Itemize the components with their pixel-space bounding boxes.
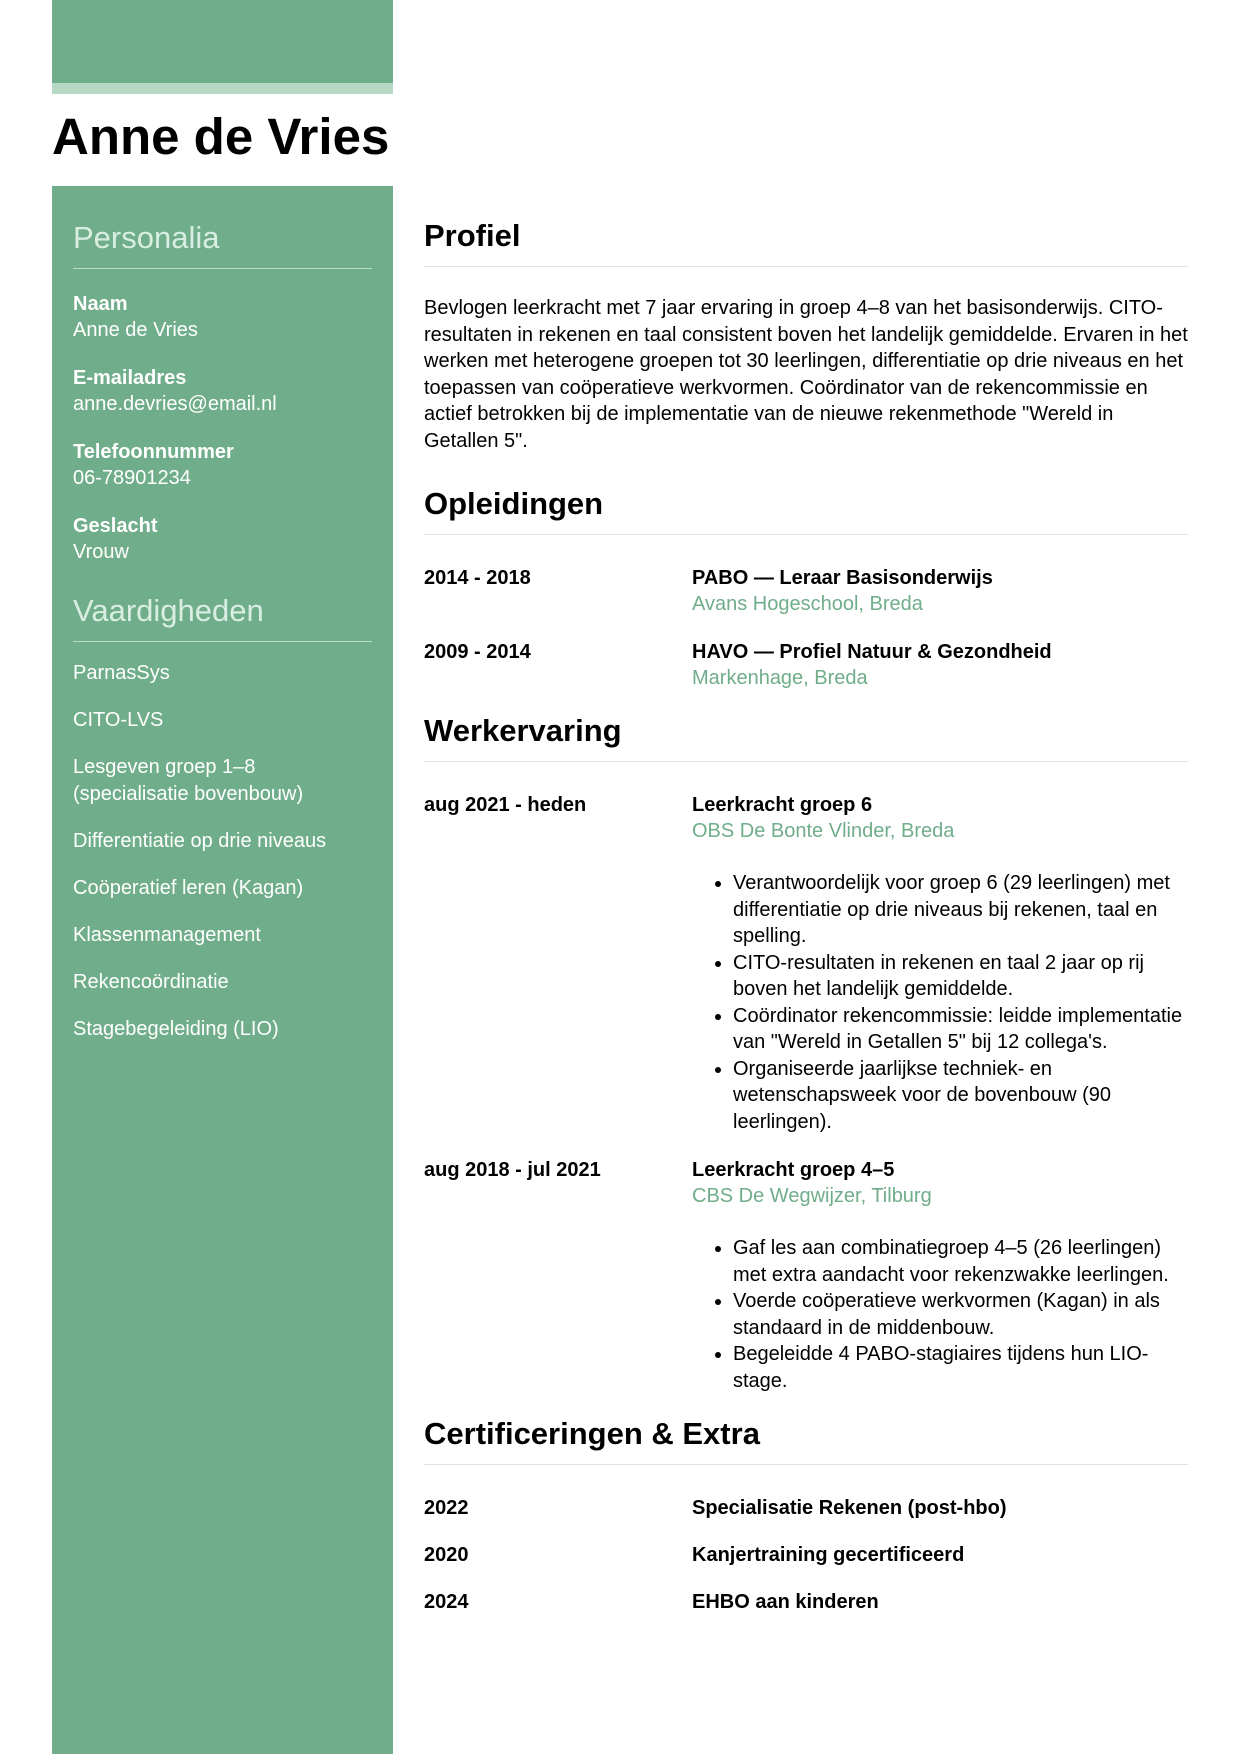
bullet-item: • CITO-resultaten in rekenen en taal 2 jaar op rij boven het landelijk gemiddelde. [733, 950, 1188, 1003]
bullet-list [692, 870, 1188, 1135]
certifications-heading: Certificeringen & Extra [424, 1416, 1188, 1465]
sidebar [52, 186, 393, 1754]
entry-org: Markenhage, Breda [692, 667, 868, 689]
bullet-item: • Organiseerde jaarlijkse techniek- en wetenschapsweek voor de bovenbouw (90 leerlingen). [733, 1056, 1188, 1136]
entry-org: CBS De Wegwijzer, Tilburg [692, 1185, 932, 1207]
bullet-list [692, 1235, 1188, 1394]
certification-item [424, 1542, 1188, 1568]
bullet-item: • Verantwoordelijk voor groep 6 (29 leerlingen) met differentiatie op drie niveaus bij rekenen, taal en spelling. [733, 870, 1188, 950]
entry-date: aug 2021 - heden [424, 794, 587, 816]
skill-item: Klassenmanagement [73, 924, 261, 946]
education-list [424, 565, 1188, 691]
field-telefoon [73, 439, 372, 491]
field-value: Vrouw [73, 541, 129, 563]
entry-title: Specialisatie Rekenen (post-hbo) [692, 1497, 1007, 1519]
skill-item: Rekencoördinatie [73, 971, 229, 993]
skills-heading: Vaardigheden [73, 593, 372, 642]
skill-item: Stagebegeleiding (LIO) [73, 1018, 279, 1040]
education-heading: Opleidingen [424, 486, 1188, 535]
field-email [73, 365, 372, 417]
field-geslacht [73, 513, 372, 565]
work-heading: Werkervaring [424, 713, 1188, 762]
entry-title: EHBO aan kinderen [692, 1591, 879, 1613]
certification-item [424, 1495, 1188, 1521]
certification-item [424, 1589, 1188, 1615]
field-naam [73, 291, 372, 343]
header-accent-stripe [52, 83, 393, 94]
skills-list [73, 660, 372, 1043]
field-label: Naam [73, 293, 128, 315]
personalia-heading: Personalia [73, 220, 372, 269]
education-item [424, 639, 1188, 691]
profile-heading: Profiel [424, 218, 1188, 267]
bullet-item: • Gaf les aan combinatiegroep 4–5 (26 leerlingen) met extra aandacht voor rekenzwakke leerlingen. [733, 1235, 1188, 1288]
work-list [424, 792, 1188, 1394]
bullet-item: • Voerde coöperatieve werkvormen (Kagan) in als standaard in de middenbouw. [733, 1288, 1188, 1341]
entry-org: Avans Hogeschool, Breda [692, 593, 923, 615]
bullet-item: • Begeleidde 4 PABO-stagiaires tijdens hun LIO-stage. [733, 1341, 1188, 1394]
entry-org: OBS De Bonte Vlinder, Breda [692, 820, 955, 842]
entry-title: PABO — Leraar Basisonderwijs [692, 567, 993, 589]
entry-date: 2009 - 2014 [424, 641, 531, 663]
skill-item: Coöperatief leren (Kagan) [73, 877, 304, 899]
entry-date: 2024 [424, 1591, 469, 1613]
candidate-name: Anne de Vries [52, 108, 390, 165]
entry-title: Leerkracht groep 4–5 [692, 1159, 895, 1181]
education-item [424, 565, 1188, 617]
profile-text: Bevlogen leerkracht met 7 jaar ervaring in groep 4–8 van het basisonderwijs. CITO-resultaten in rekenen en taal consistent boven het landelijk gemiddelde. Ervaren in het werken met heterogene groepen tot 30 leerlingen, differentiatie op drie niveaus en het toepassen van coöperatieve werkvormen. Coördinator van de rekencommissie en actief betrokken bij de implementatie van de nieuwe rekenmethode "Wereld in Getallen 5". [424, 297, 1188, 452]
work-item [424, 1157, 1188, 1394]
entry-date: 2014 - 2018 [424, 567, 531, 589]
bullet-item: • Coördinator rekencommissie: leidde implementatie van "Wereld in Getallen 5" bij 12 collega's. [733, 1003, 1188, 1056]
field-label: Telefoonnummer [73, 441, 234, 463]
entry-title: Leerkracht groep 6 [692, 794, 873, 816]
field-value: Anne de Vries [73, 319, 198, 341]
skill-item: ParnasSys [73, 662, 170, 684]
entry-date: 2022 [424, 1497, 469, 1519]
entry-title: HAVO — Profiel Natuur & Gezondheid [692, 641, 1052, 663]
skill-item: Lesgeven groep 1–8 (specialisatie bovenbouw) [73, 756, 304, 805]
skill-item: Differentiatie op drie niveaus [73, 830, 327, 852]
field-label: Geslacht [73, 515, 158, 537]
work-item [424, 792, 1188, 1135]
field-value: anne.devries@email.nl [73, 393, 277, 415]
skill-item: CITO-LVS [73, 709, 164, 731]
field-label: E-mailadres [73, 367, 187, 389]
field-value: 06-78901234 [73, 467, 191, 489]
main-content [424, 186, 1188, 1636]
certifications-list [424, 1495, 1188, 1615]
entry-date: 2020 [424, 1544, 469, 1566]
entry-date: aug 2018 - jul 2021 [424, 1159, 601, 1181]
header-color-band [52, 0, 393, 83]
entry-title: Kanjertraining gecertificeerd [692, 1544, 965, 1566]
